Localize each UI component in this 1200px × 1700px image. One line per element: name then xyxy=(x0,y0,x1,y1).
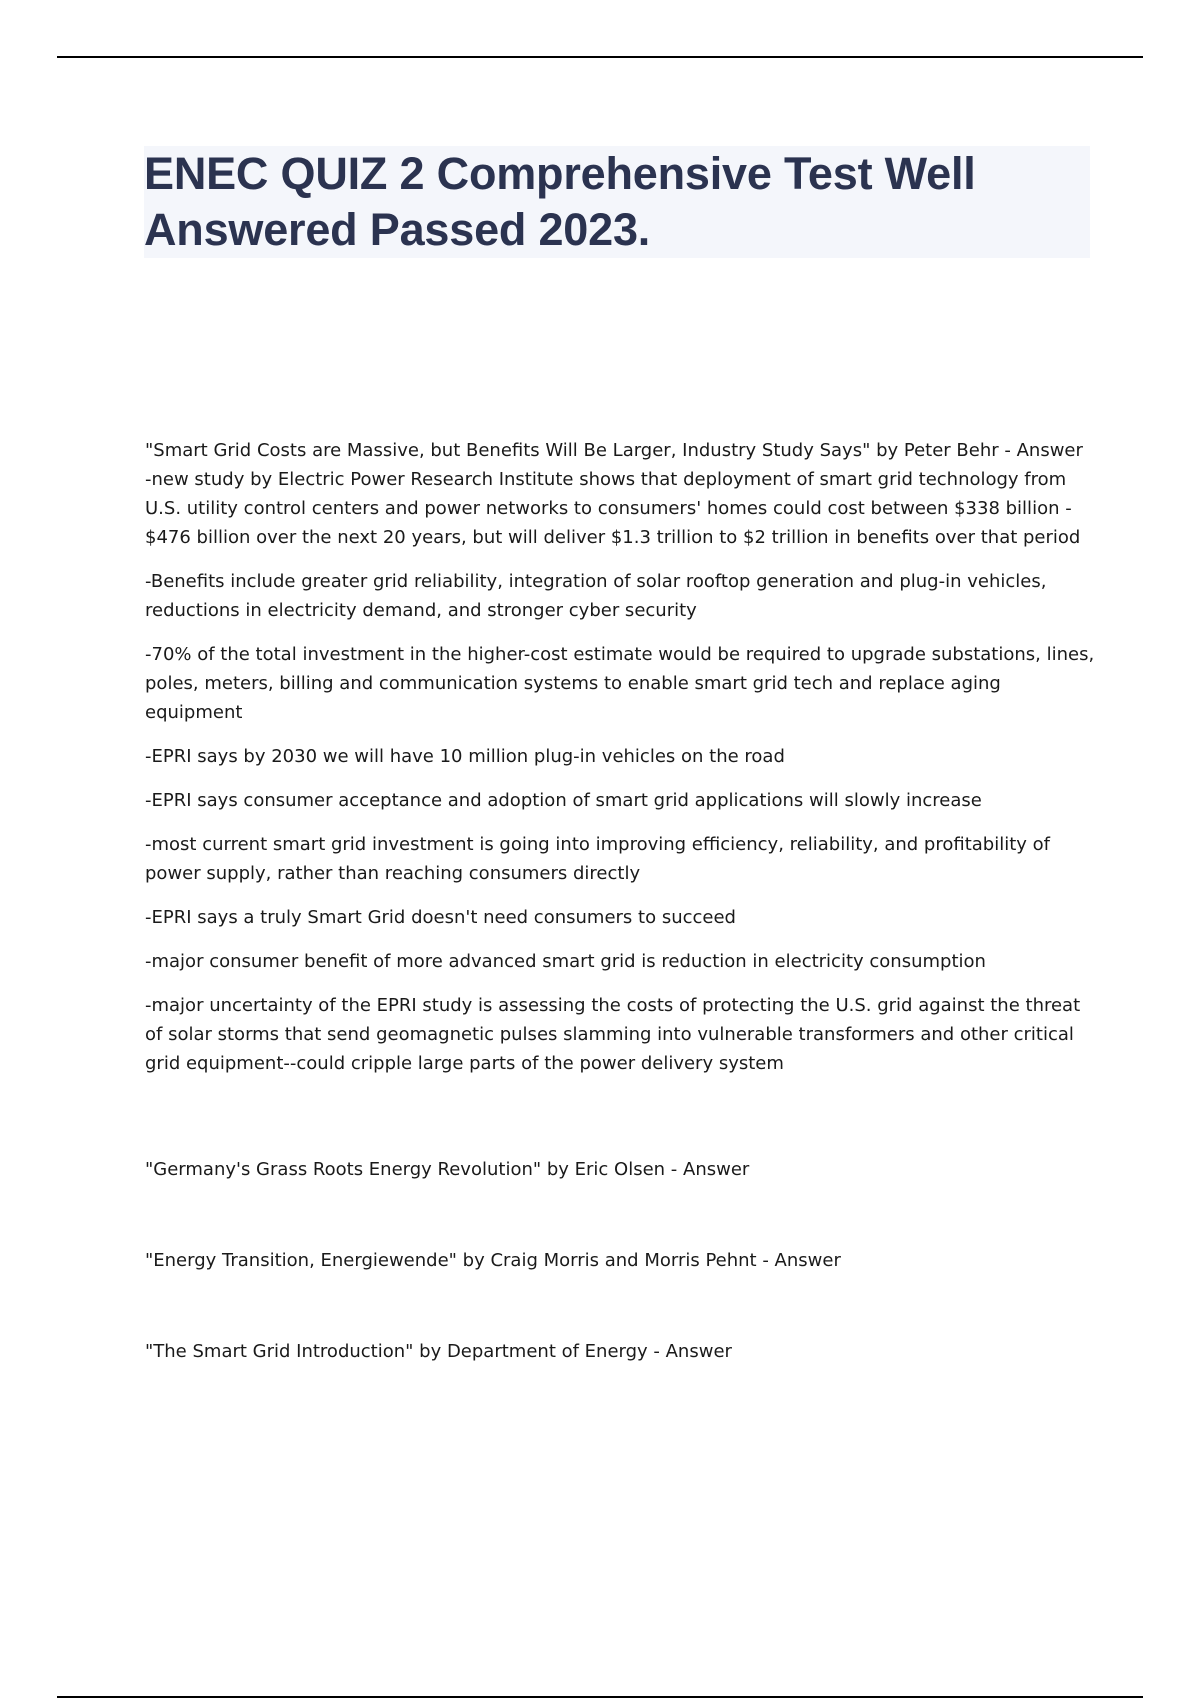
reference-energy-transition: "Energy Transition, Energiewende" by Craig Morris and Morris Pehnt - Answer xyxy=(145,1250,841,1271)
paragraph-benefits: -Benefits include greater grid reliability, integration of solar rooftop generation and plug-in vehicles, reductions in electricity demand, and stronger cyber security xyxy=(145,571,1047,621)
document-title: ENEC QUIZ 2 Comprehensive Test Well Answered Passed 2023. xyxy=(144,148,976,255)
reference-smart-grid-intro: "The Smart Grid Introduction" by Department of Energy - Answer xyxy=(145,1341,732,1362)
top-divider xyxy=(57,56,1143,58)
paragraph-article-summary: "Smart Grid Costs are Massive, but Benefits Will Be Larger, Industry Study Says" by Peter Behr - Answer -new study by Electric Power Research Institute shows that deployment of smart grid technology from U.S. utility control centers and power networks to consumers' homes could cost between $338 billion - $476 billion over the next 20 years, but will deliver $1.3 trillion to $2 trillion in benefits over that period xyxy=(145,440,1083,548)
paragraph-truly-smart-grid: -EPRI says a truly Smart Grid doesn't need consumers to succeed xyxy=(145,907,736,928)
paragraph-current-investment: -most current smart grid investment is going into improving efficiency, reliability, and profitability of power supply, rather than reaching consumers directly xyxy=(145,834,1051,884)
reference-germany: "Germany's Grass Roots Energy Revolution" by Eric Olsen - Answer xyxy=(145,1159,750,1180)
title-block xyxy=(144,146,1090,258)
paragraph-plug-in-vehicles: -EPRI says by 2030 we will have 10 million plug-in vehicles on the road xyxy=(145,746,785,767)
reference-list xyxy=(145,1155,1095,1428)
paragraph-consumer-acceptance: -EPRI says consumer acceptance and adoption of smart grid applications will slowly increase xyxy=(145,790,982,811)
paragraph-uncertainty: -major uncertainty of the EPRI study is assessing the costs of protecting the U.S. grid against the threat of solar storms that send geomagnetic pulses slamming into vulnerable transformers and other critical grid equipment--could cripple large parts of the power delivery system xyxy=(145,995,1081,1074)
paragraph-investment: -70% of the total investment in the higher-cost estimate would be required to upgrade substations, lines, poles, meters, billing and communication systems to enable smart grid tech and replace aging equipment xyxy=(145,644,1095,723)
paragraph-consumer-benefit: -major consumer benefit of more advanced smart grid is reduction in electricity consumption xyxy=(145,951,986,972)
document-body xyxy=(145,436,1095,1093)
bottom-divider xyxy=(57,1696,1143,1698)
